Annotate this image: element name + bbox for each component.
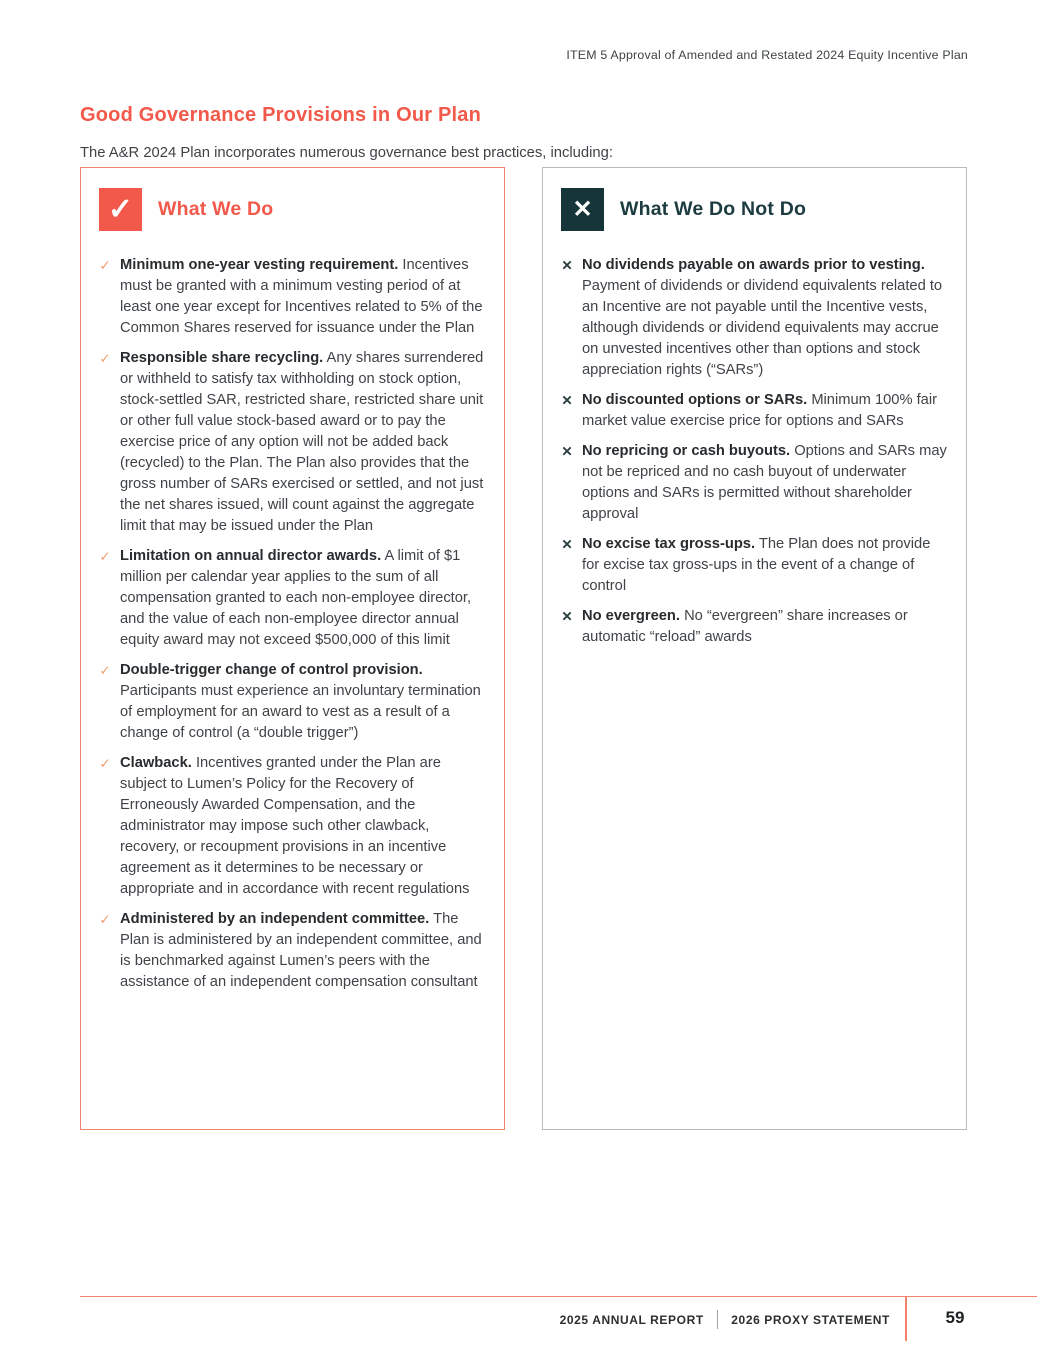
x-bullet-icon: ✕ [561, 393, 573, 408]
item-text [120, 753, 488, 900]
x-bullet-icon: ✕ [561, 537, 573, 552]
item-text [120, 255, 488, 339]
check-bullet-icon: ✓ [99, 912, 111, 927]
item-text [120, 546, 488, 651]
list-item [560, 441, 950, 525]
item-lead: No discounted options or SARs. [582, 392, 808, 408]
what-we-do-heading: What We Do [158, 198, 274, 220]
item-lead: Clawback. [120, 755, 192, 771]
x-bullet-icon: ✕ [561, 258, 573, 273]
item-lead: No excise tax gross-ups. [582, 536, 756, 552]
item-body: The Plan does not provide for excise tax gross-ups in the event of a change of control [582, 536, 931, 594]
item-body: Incentives must be granted with a minimum vesting period of at least one year except for Incentives related to 5% of the Common Shares reserved for issuance under the Plan [120, 257, 483, 336]
list-item [98, 753, 488, 900]
what-we-do-box [80, 167, 505, 1130]
x-bullet-icon: ✕ [561, 444, 573, 459]
page-number: 59 [945, 1308, 965, 1327]
annual-report-label: 2025 ANNUAL REPORT [559, 1312, 704, 1327]
what-we-do-not-do-header [561, 188, 950, 231]
what-we-do-not-do-box [542, 167, 967, 1130]
what-we-do-not-do-heading: What We Do Not Do [620, 198, 807, 220]
page-title: Good Governance Provisions in Our Plan [80, 104, 482, 127]
footer-divider [717, 1310, 719, 1329]
item-lead: No repricing or cash buyouts. [582, 443, 791, 459]
governance-boxes [80, 167, 968, 1130]
item-body: Incentives granted under the Plan are subject to Lumen’s Policy for the Recovery of Erroneously Awarded Compensation, and the administrator may impose such other clawback, recovery, or recoupment provisions in an incentive agreement as it determines to be necessary or appropriate and in accordance with recent regulations [120, 755, 470, 897]
item-lead: Minimum one-year vesting requirement. [120, 257, 399, 273]
item-body: Payment of dividends or dividend equivalents related to an Incentive are not payable until the Incentive vests, although dividends or dividend equivalents may accrue on unvested incentives other than options and stock appreciation rights (“SARs”) [582, 278, 943, 378]
x-icon: ✕ [561, 188, 604, 231]
check-bullet-icon: ✓ [99, 756, 111, 771]
item-body: Participants must experience an involuntary termination of employment for an award to vest as a result of a change of control (a “double trigger”) [120, 683, 481, 741]
item-text [582, 390, 950, 432]
check-bullet-icon: ✓ [99, 351, 111, 366]
item-body: No “evergreen” share increases or automatic “reload” awards [582, 608, 908, 645]
item-text [582, 441, 950, 525]
check-bullet-icon: ✓ [99, 663, 111, 678]
check-bullet-icon: ✓ [99, 258, 111, 273]
item-text [120, 660, 488, 744]
list-item [98, 909, 488, 993]
item-body: The Plan is administered by an independent committee, and is benchmarked against Lumen’s peers with the assistance of an independent compensation consultant [120, 911, 482, 990]
x-bullet-icon: ✕ [561, 609, 573, 624]
list-item [560, 390, 950, 432]
item-body: A limit of $1 million per calendar year applies to the sum of all compensation granted to each non-employee director, and the value of each non-employee director annual equity award may not exceed $500,000 of this limit [120, 548, 472, 648]
item-lead: Responsible share recycling. [120, 350, 324, 366]
item-body: Options and SARs may not be repriced and no cash buyout of underwater options and SARs is permitted without shareholder approval [582, 443, 947, 522]
proxy-statement-label: 2026 PROXY STATEMENT [731, 1312, 890, 1327]
item-text [582, 534, 950, 597]
item-text [582, 255, 950, 381]
item-body: Minimum 100% fair market value exercise price for options and SARs [582, 392, 938, 429]
item-lead: No evergreen. [582, 608, 680, 624]
list-item [560, 255, 950, 381]
page-header-note: ITEM 5 Approval of Amended and Restated 2024 Equity Incentive Plan [566, 48, 968, 62]
footer-labels [560, 1310, 890, 1329]
item-body: Any shares surrendered or withheld to satisfy tax withholding on stock option, stock-settled SAR, restricted share, restricted share unit or other full value stock-based award or to pay the exercise price of any option will not be added back (recycled) to the Plan. The Plan also provides that the gross number of SARs exercised or settled, and not just the net shares issued, will count against the aggregate limit that may be issued under the Plan [120, 350, 484, 534]
item-lead: Limitation on annual director awards. [120, 548, 382, 564]
list-item [98, 660, 488, 744]
check-icon: ✓ [99, 188, 142, 231]
check-bullet-icon: ✓ [99, 549, 111, 564]
intro-text: The A&R 2024 Plan incorporates numerous governance best practices, including: [80, 144, 613, 161]
footer-rule [80, 1296, 1037, 1297]
item-lead: Administered by an independent committee. [120, 911, 430, 927]
what-we-do-header [99, 188, 488, 231]
item-lead: No dividends payable on awards prior to vesting. [582, 257, 925, 273]
list-item [560, 534, 950, 597]
list-item [98, 546, 488, 651]
item-text [120, 909, 488, 993]
list-item [560, 606, 950, 648]
list-item [98, 348, 488, 537]
item-text [120, 348, 488, 537]
list-item [98, 255, 488, 339]
item-lead: Double-trigger change of control provision. [120, 662, 423, 678]
item-text [582, 606, 950, 648]
